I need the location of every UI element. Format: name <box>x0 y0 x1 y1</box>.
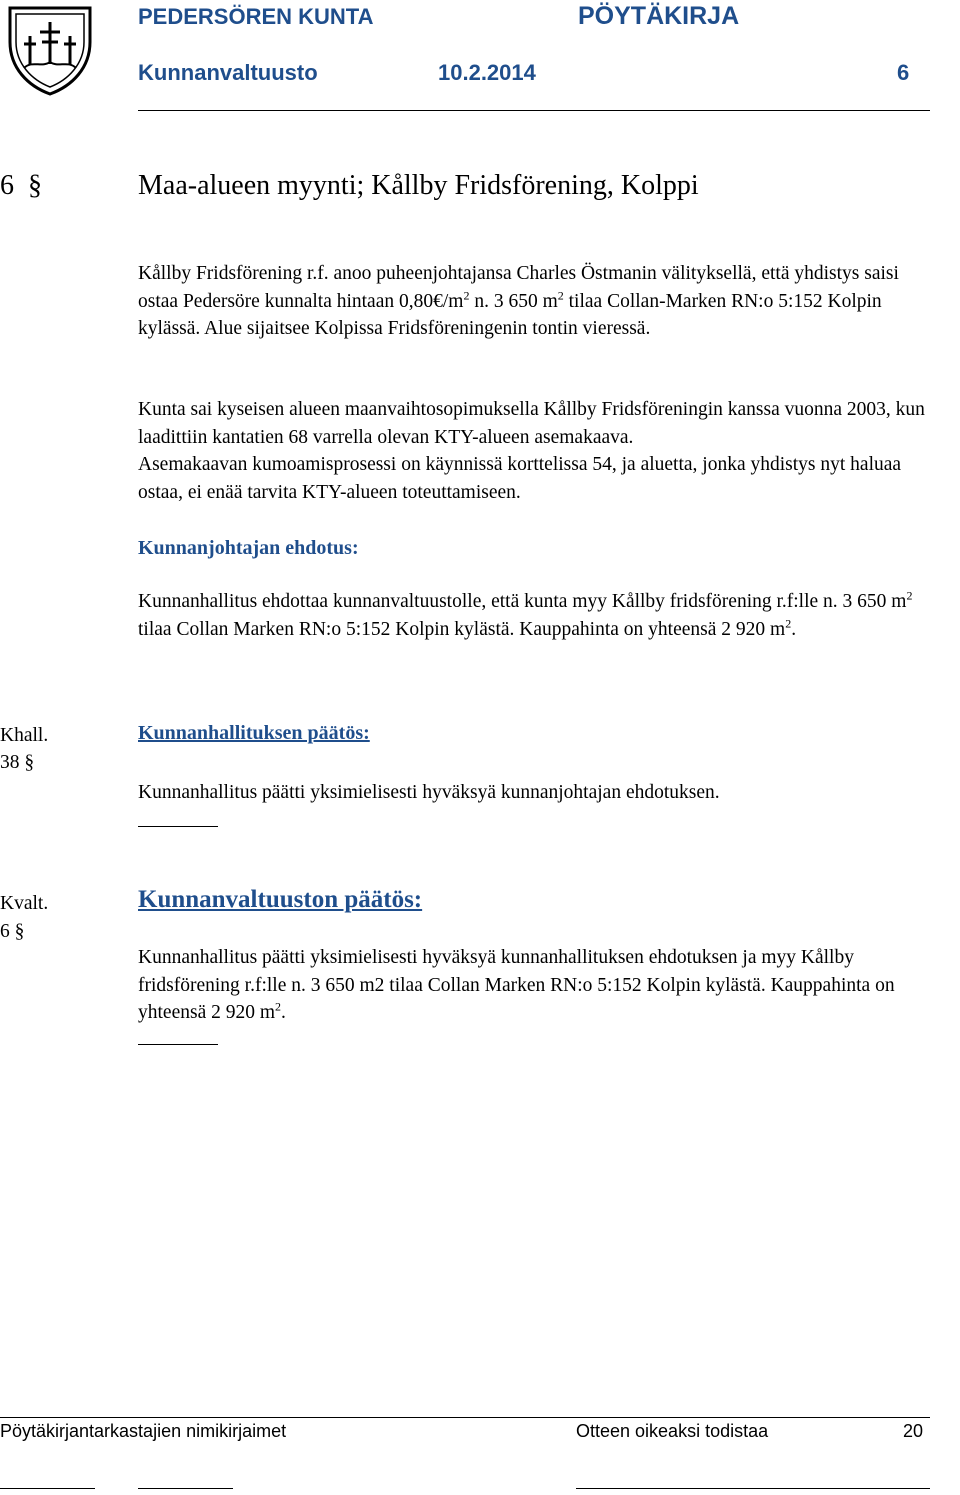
section-title-text: Maa-alueen myynti; Kållby Fridsförening, Kolppi <box>138 170 699 201</box>
superscript: 2 <box>785 616 792 630</box>
council-decision-text-a: Kunnanhallitus päätti yksimielisesti hyväksyä kunnanhallituksen ehdotuksen ja myy Kållby fridsförening r.f:lle n. 3 650 m2 tilaa Collan Marken RN:o 5:152 Kolpin kylästä. Kauppahinta on yhteensä 2 920 m <box>138 947 895 1023</box>
council-decision-text <box>138 944 938 1027</box>
header-page-number: 6 <box>897 60 910 85</box>
header-date: 10.2.2014 <box>438 60 536 85</box>
signature-line-certification <box>576 1488 930 1489</box>
paragraph-process: Asemakaavan kumoamisprosessi on käynnissä korttelissa 54, ja aluetta, jonka yhdistys nyt haluaa ostaa, ei enää tarvita KTY-alueen toteuttamiseen. <box>138 454 902 503</box>
footer-certification-label: Otteen oikeaksi todistaa <box>576 1421 769 1441</box>
proposal-text-a: Kunnanhallitus ehdottaa kunnanvaltuustolle, että kunta myy Kållby fridsförening r.f:lle n. 3 650 m <box>138 591 907 612</box>
footer-initials-label: Pöytäkirjantarkastajien nimikirjaimet <box>0 1421 287 1441</box>
section-sign: § <box>28 170 42 201</box>
paragraph-application-text-c: tilaa Collan-Marken RN:o 5:152 Kolpin kylässä. Alue sijaitsee Kolpissa Fridsföreningenin tontin vieressä. <box>138 290 882 339</box>
council-decision-text-b: . <box>281 1002 286 1023</box>
board-end-rule <box>138 826 218 827</box>
superscript: 2 <box>275 999 282 1014</box>
board-side-label: Khall. <box>0 725 49 746</box>
signature-line-initials-1 <box>0 1488 95 1489</box>
board-decision-text: Kunnanhallitus päätti yksimielisesti hyväksyä kunnanjohtajan ehdotuksen. <box>138 782 720 803</box>
council-end-rule <box>138 1044 218 1045</box>
superscript: 2 <box>463 288 470 302</box>
superscript: 2 <box>557 288 564 302</box>
paragraph-background: Kunta sai kyseisen alueen maanvaihtosopimuksella Kållby Fridsföreningin kanssa vuonna 2003, kun laadittiin kantatien 68 varrella olevan KTY-alueen asemakaava. <box>138 399 925 448</box>
council-side-label: Kvalt. <box>0 893 49 914</box>
section-number: 6 <box>0 170 14 201</box>
proposal-text <box>138 588 938 643</box>
header-divider <box>138 110 930 111</box>
superscript: 2 <box>906 588 913 603</box>
board-side-number: 38 § <box>0 752 35 773</box>
board-decision-heading: Kunnanhallituksen päätös: <box>138 722 370 744</box>
proposal-text-c: . <box>791 618 797 640</box>
signature-line-initials-2 <box>138 1488 233 1489</box>
proposal-text-b: tilaa Collan Marken RN:o 5:152 Kolpin kylästä. Kauppahinta on yhteensä 2 920 m <box>138 618 786 640</box>
footer-divider <box>0 1417 930 1418</box>
header-doc-type: PÖYTÄKIRJA <box>578 2 740 30</box>
council-side-number: 6 § <box>0 921 25 942</box>
footer-page-number: 20 <box>903 1421 924 1441</box>
proposal-heading: Kunnanjohtajan ehdotus: <box>138 537 359 559</box>
municipality-crest-icon <box>2 2 98 98</box>
paragraph-application-text-b: n. 3 650 m <box>469 290 558 312</box>
council-decision-heading: Kunnanvaltuuston päätös: <box>138 886 423 913</box>
paragraph-application-text-a: Kållby Fridsförening r.f. anoo puheenjohtajansa Charles Östmanin välityksellä, että yhdistys saisi ostaa Pedersöre kunnalta hintaan 0,80€/m <box>138 263 899 312</box>
header-body: Kunnanvaltuusto <box>138 60 318 85</box>
paragraph-application <box>138 260 938 343</box>
header-municipality: PEDERSÖREN KUNTA <box>138 4 374 29</box>
